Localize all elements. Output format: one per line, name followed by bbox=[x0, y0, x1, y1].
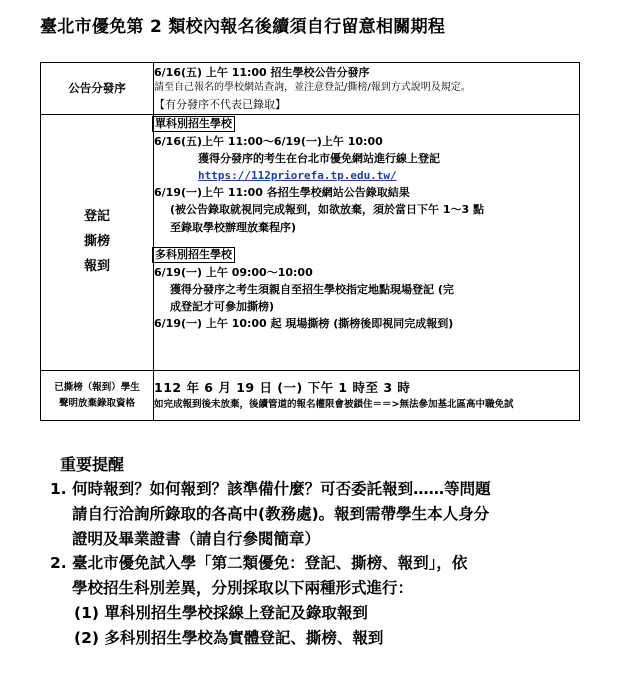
withdraw-time: 112 年 6 月 19 日 (一) 下午 1 時至 3 時 bbox=[154, 380, 411, 396]
table-row bbox=[41, 371, 580, 421]
reminders-section bbox=[50, 452, 610, 651]
reminder-item-1-cont: 請自行洽詢所錄取的各高中(教務處)。報到需帶學生本人身分 bbox=[72, 504, 490, 523]
announcement-label: 公告分發序 bbox=[41, 63, 154, 115]
multi-time-2: 6/19(一) 上午 10:00 起 現場撕榜 (撕榜後即視同完成報到) bbox=[154, 317, 454, 331]
withdraw-label-line: 聲明放棄錄取資格 bbox=[58, 397, 135, 409]
reminder-sub-1: (1) 單科別招生學校採線上登記及錄取報到 bbox=[74, 603, 368, 622]
register-label bbox=[41, 115, 154, 371]
register-label-line: 報到 bbox=[83, 258, 110, 274]
register-label-line: 登記 bbox=[83, 209, 110, 225]
single-note-2: 至錄取學校辦理放棄程序) bbox=[170, 220, 297, 234]
single-note-1: (被公告錄取就視同完成報到，如欲放棄，須於當日下午 1～3 點 bbox=[170, 203, 484, 217]
multi-desc-2: 成登記才可參加撕榜) bbox=[170, 299, 275, 313]
multi-time-1: 6/19(一) 上午 09:00～10:00 bbox=[154, 265, 313, 279]
withdraw-label bbox=[41, 371, 154, 421]
reminder-item-2: 2. 臺北市優免試入學「第二類優免：登記、撕榜、報到」，依 bbox=[50, 554, 468, 573]
announcement-content bbox=[154, 63, 580, 115]
table-row bbox=[41, 63, 580, 115]
withdraw-label-line: 已撕榜（報到）學生 bbox=[54, 382, 140, 394]
multi-desc-1: 獲得分發序之考生須親自至招生學校指定地點現場登記 (完 bbox=[170, 282, 454, 296]
register-label-line: 撕榜 bbox=[83, 234, 110, 250]
schedule-table bbox=[40, 62, 580, 421]
register-content bbox=[154, 115, 580, 371]
registration-link[interactable]: https://112priorefa.tp.edu.tw/ bbox=[198, 169, 397, 183]
single-time-2: 6/19(一)上午 11:00 各招生學校網站公告錄取結果 bbox=[154, 186, 410, 200]
table-row bbox=[41, 115, 580, 371]
single-subject-header: 單科別招生學校 bbox=[152, 116, 235, 132]
announcement-desc: 請至自己報名的學校網站查詢，並注意登記/撕榜/報到方式說明及規定。 bbox=[154, 82, 471, 94]
reminder-sub-2: (2) 多科別招生學校為實體登記、撕榜、報到 bbox=[74, 628, 384, 647]
page-title: 臺北市優免第 2 類校內報名後續須自行留意相關期程 bbox=[40, 17, 446, 37]
announcement-note: 【有分發序不代表已錄取】 bbox=[154, 97, 286, 111]
reminder-item-2-cont: 學校招生科別差異，分別採取以下兩種形式進行： bbox=[72, 579, 414, 598]
single-desc-1: 獲得分發序的考生在台北市優免網站進行線上登記 bbox=[198, 152, 440, 166]
single-time-1: 6/16(五)上午 11:00～6/19(一)上午 10:00 bbox=[154, 135, 383, 149]
multi-subject-header: 多科別招生學校 bbox=[152, 247, 235, 263]
reminder-item-1-cont: 證明及畢業證書（請自行參閱簡章） bbox=[72, 529, 321, 548]
withdraw-content bbox=[154, 371, 580, 421]
reminders-heading: 重要提醒 bbox=[60, 455, 125, 474]
withdraw-note: 如完成報到後未放棄，後續管道的報名權限會被鎖住＝＝>無法參加基北區高中職免試 bbox=[154, 398, 514, 410]
reminder-item-1: 1. 何時報到？如何報到？該準備什麼？可否委託報到……等問題 bbox=[50, 480, 491, 498]
announcement-time: 6/16(五) 上午 11:00 招生學校公告分發序 bbox=[154, 66, 370, 80]
